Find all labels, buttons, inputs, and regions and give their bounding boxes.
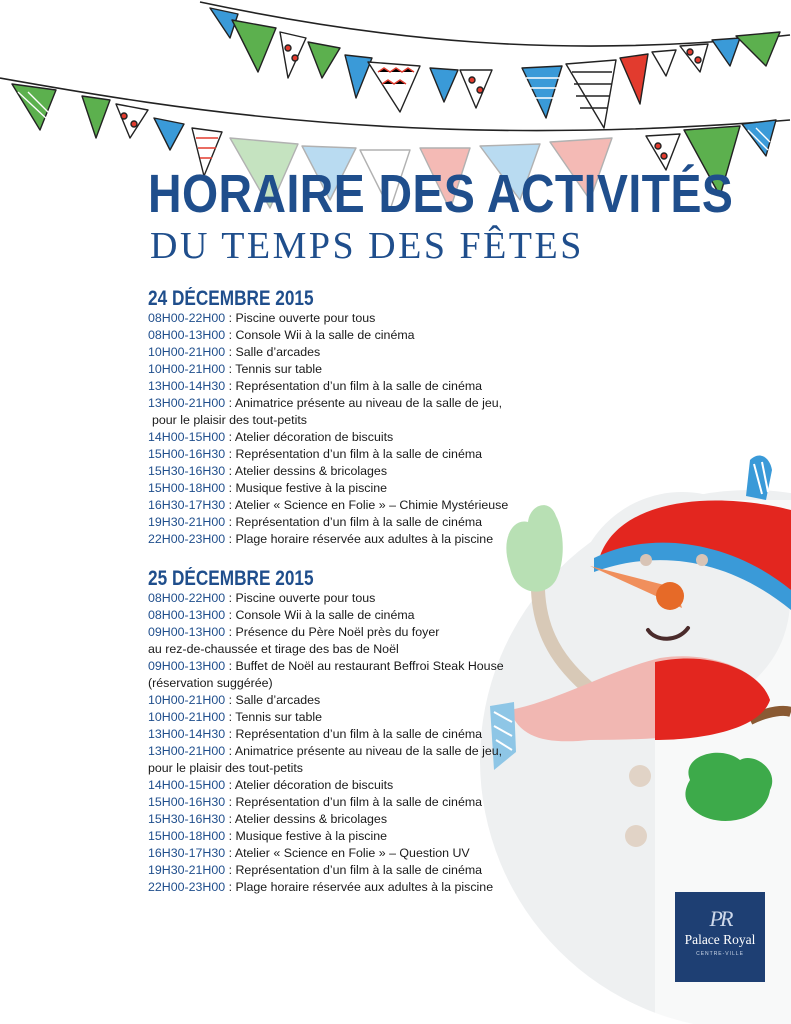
list-item: 08H00-22H00 : Piscine ouverte pour tous <box>148 311 376 325</box>
list-item: 15H00-16H30 : Représentation d’un film à la salle de cinéma <box>148 795 483 809</box>
list-item: 09H00-13H00 : Présence du Père Noël près du foyer au rez-de-chaussée et tirage des bas de Noël <box>148 625 440 656</box>
logo-monogram: PR <box>709 906 731 931</box>
list-item: 08H00-22H00 : Piscine ouverte pour tous <box>148 591 376 605</box>
list-item: 13H00-14H30 : Représentation d’un film à la salle de cinéma <box>148 379 483 393</box>
list-item: 15H30-16H30 : Atelier dessins & bricolages <box>148 812 388 826</box>
list-item: 22H00-23H00 : Plage horaire réservée aux adultes à la piscine <box>148 532 494 546</box>
list-item: 10H00-21H00 : Tennis sur table <box>148 710 323 724</box>
list-item: 13H00-21H00 : Animatrice présente au niveau de la salle de jeu, pour le plaisir des tout-petits <box>148 744 503 775</box>
list-item: 15H00-18H00 : Musique festive à la piscine <box>148 829 388 843</box>
list-item: 10H00-21H00 : Salle d’arcades <box>148 345 321 359</box>
day-heading-25: 25 DÉCEMBRE 2015 <box>148 567 314 590</box>
logo-tagline: CENTRE-VILLE <box>696 951 744 957</box>
page-title: HORAIRE DES ACTIVITÉS <box>148 164 734 224</box>
list-item: 13H00-14H30 : Représentation d’un film à la salle de cinéma <box>148 727 483 741</box>
list-item: 14H00-15H00 : Atelier décoration de biscuits <box>148 430 394 444</box>
list-item: 10H00-21H00 : Tennis sur table <box>148 362 323 376</box>
logo-name: Palace Royal <box>684 932 756 947</box>
list-item: 14H00-15H00 : Atelier décoration de biscuits <box>148 778 394 792</box>
list-item: 13H00-21H00 : Animatrice présente au niveau de la salle de jeu, pour le plaisir des tout-petits <box>148 396 503 427</box>
day-heading-24: 24 DÉCEMBRE 2015 <box>148 287 314 310</box>
list-item: 22H00-23H00 : Plage horaire réservée aux adultes à la piscine <box>148 880 494 894</box>
list-item: 08H00-13H00 : Console Wii à la salle de cinéma <box>148 608 415 622</box>
list-item: 09H00-13H00 : Buffet de Noël au restaurant Beffroi Steak House (réservation suggérée) <box>148 659 504 690</box>
activity-list-25 <box>148 590 504 896</box>
list-item: 16H30-17H30 : Atelier « Science en Folie » – Question UV <box>148 846 470 860</box>
list-item: 10H00-21H00 : Salle d’arcades <box>148 693 321 707</box>
activity-list-24 <box>148 310 508 548</box>
list-item: 15H00-18H00 : Musique festive à la piscine <box>148 481 388 495</box>
list-item: 15H00-16H30 : Représentation d’un film à la salle de cinéma <box>148 447 483 461</box>
list-item: 15H30-16H30 : Atelier dessins & bricolages <box>148 464 388 478</box>
list-item: 19H30-21H00 : Représentation d’un film à la salle de cinéma <box>148 515 483 529</box>
list-item: 16H30-17H30 : Atelier « Science en Folie » – Chimie Mystérieuse <box>148 498 509 512</box>
list-item: 08H00-13H00 : Console Wii à la salle de cinéma <box>148 328 415 342</box>
list-item: 19H30-21H00 : Représentation d’un film à la salle de cinéma <box>148 863 483 877</box>
page-subtitle: DU TEMPS DES FÊTES <box>150 225 584 267</box>
palace-royal-logo <box>675 892 765 982</box>
